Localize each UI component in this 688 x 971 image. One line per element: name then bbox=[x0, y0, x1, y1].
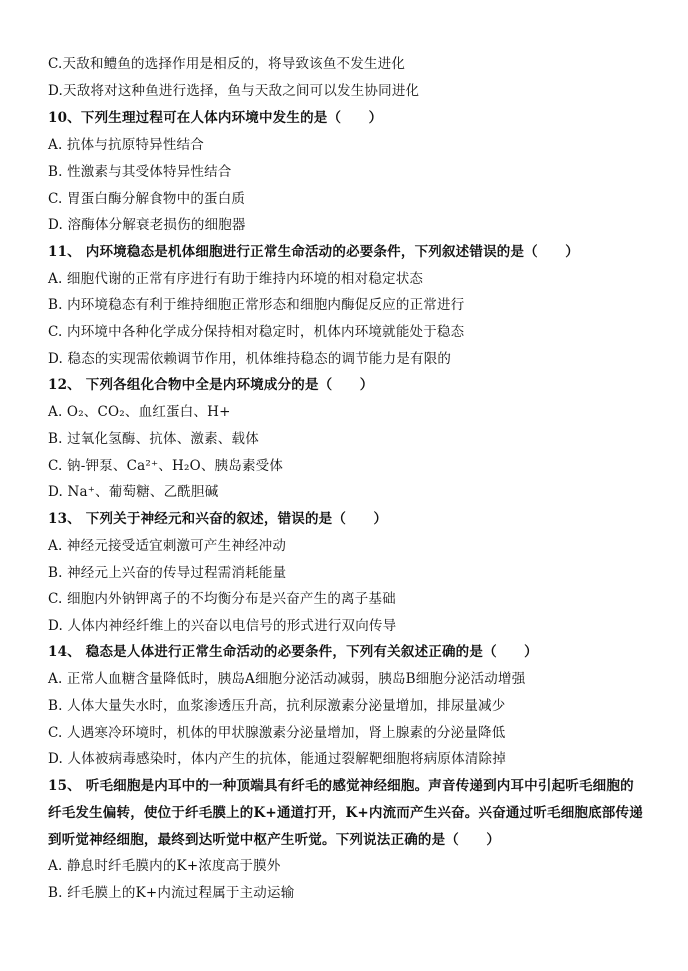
option-line: A. 静息时纤毛膜内的K+浓度高于膜外 bbox=[48, 858, 281, 874]
question-12-stem: 12、 下列各组化合物中全是内环境成分的是（ ） bbox=[48, 377, 374, 393]
option-line: D. 稳态的实现需依赖调节作用，机体维持稳态的调节能力是有限的 bbox=[48, 351, 452, 367]
option-line: C. 人遇寒冷环境时，机体的甲状腺激素分泌量增加，肾上腺素的分泌量降低 bbox=[48, 725, 506, 741]
option-line: A. 抗体与抗原特异性结合 bbox=[48, 137, 204, 153]
option-line: C. 钠-钾泵、Ca²⁺、H₂O、胰岛素受体 bbox=[48, 458, 284, 474]
option-line: B. 人体大量失水时，血浆渗透压升高，抗利尿激素分泌量增加，排尿量减少 bbox=[48, 698, 506, 714]
question-14-stem: 14、 稳态是人体进行正常生命活动的必要条件，下列有关叙述正确的是（ ） bbox=[48, 644, 538, 660]
option-line: B. 过氧化氢酶、抗体、激素、载体 bbox=[48, 431, 259, 447]
option-line: D. Na⁺、葡萄糖、乙酰胆碱 bbox=[48, 484, 219, 500]
option-line: B. 纤毛膜上的K+内流过程属于主动运输 bbox=[48, 885, 295, 901]
option-line: A. 正常人血糖含量降低时，胰岛A细胞分泌活动减弱，胰岛B细胞分泌活动增强 bbox=[48, 671, 526, 687]
question-10-stem: 10、下列生理过程可在人体内环境中发生的是（ ） bbox=[48, 110, 383, 126]
question-15-stem: 15、 听毛细胞是内耳中的一种顶端具有纤毛的感觉神经细胞。声音传递到内耳中引起听毛细胞的 bbox=[48, 778, 634, 794]
option-line: B. 性激素与其受体特异性结合 bbox=[48, 164, 232, 180]
option-line: B. 内环境稳态有利于维持细胞正常形态和细胞内酶促反应的正常进行 bbox=[48, 297, 465, 313]
option-line: D.天敌将对这种鱼进行选择，鱼与天敌之间可以发生协同进化 bbox=[48, 83, 420, 99]
question-15-stem-cont: 纤毛发生偏转，使位于纤毛膜上的K+通道打开，K+内流而产生兴奋。兴奋通过听毛细胞底部传递 bbox=[48, 805, 643, 821]
option-line: D. 人体被病毒感染时，体内产生的抗体，能通过裂解靶细胞将病原体清除掉 bbox=[48, 751, 506, 767]
option-line: C. 胃蛋白酶分解食物中的蛋白质 bbox=[48, 191, 246, 207]
option-line: A. 神经元接受适宜刺激可产生神经冲动 bbox=[48, 538, 287, 554]
option-line: A. O₂、CO₂、血红蛋白、H+ bbox=[48, 404, 231, 420]
option-line: B. 神经元上兴奋的传导过程需消耗能量 bbox=[48, 565, 287, 581]
question-11-stem: 11、 内环境稳态是机体细胞进行正常生命活动的必要条件，下列叙述错误的是（ ） bbox=[48, 244, 579, 260]
option-line: C. 细胞内外钠钾离子的不均衡分布是兴奋产生的离子基础 bbox=[48, 591, 396, 607]
option-line: D. 溶酶体分解衰老损伤的细胞器 bbox=[48, 217, 246, 233]
option-line: C.天敌和鳢鱼的选择作用是相反的，将导致该鱼不发生进化 bbox=[48, 56, 406, 72]
option-line: C. 内环境中各种化学成分保持相对稳定时，机体内环境就能处于稳态 bbox=[48, 324, 465, 340]
option-line: A. 细胞代谢的正常有序进行有助于维持内环境的相对稳定状态 bbox=[48, 271, 424, 287]
question-15-stem-cont: 到听觉神经细胞，最终到达听觉中枢产生听觉。下列说法正确的是（ ） bbox=[48, 832, 501, 848]
option-line: D. 人体内神经纤维上的兴奋以电信号的形式进行双向传导 bbox=[48, 618, 397, 634]
question-13-stem: 13、 下列关于神经元和兴奋的叙述，错误的是（ ） bbox=[48, 511, 388, 527]
